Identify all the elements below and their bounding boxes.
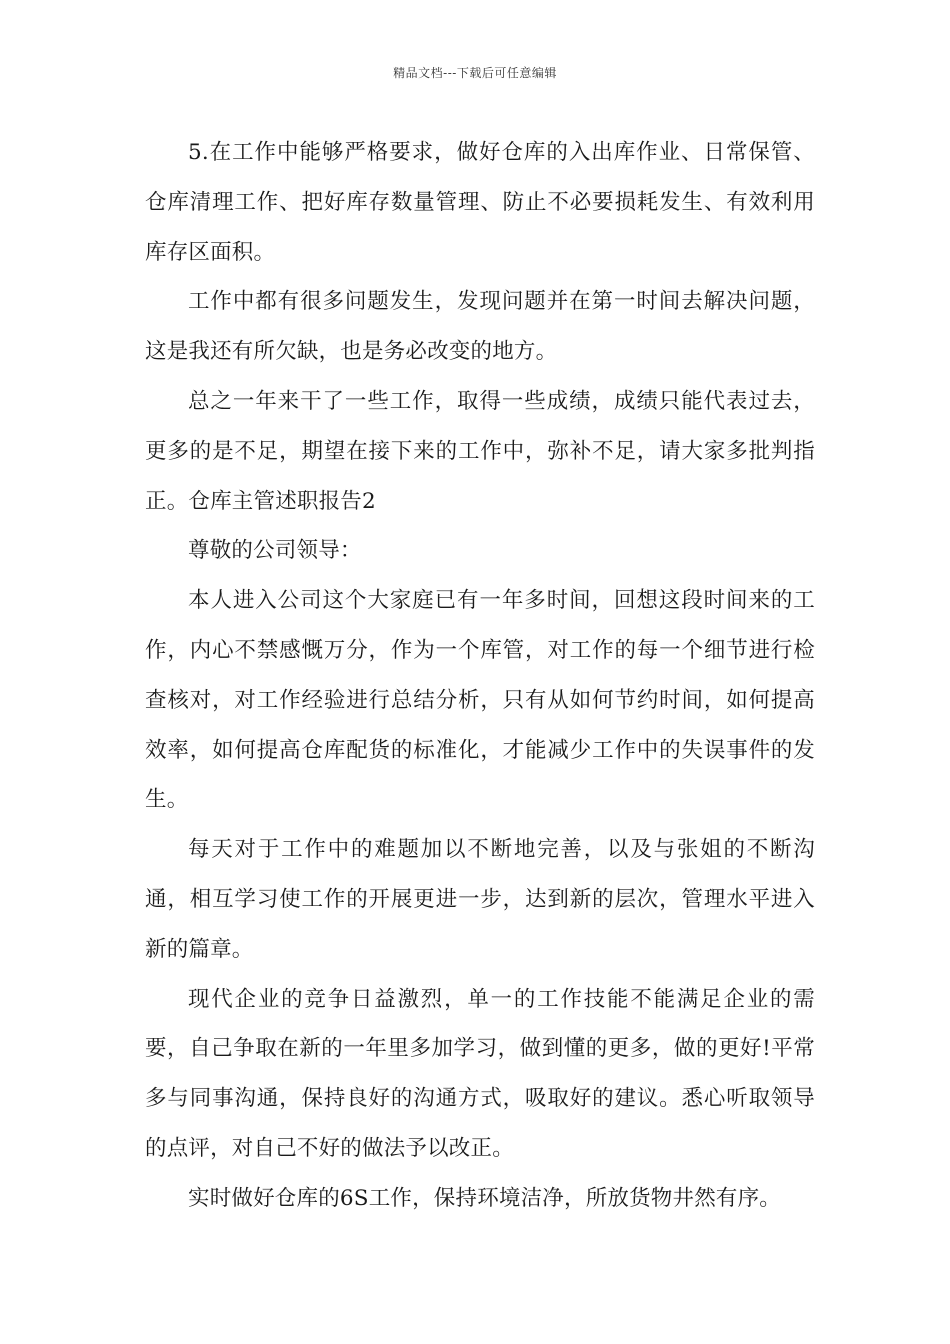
paragraph-inventory-duties: 5.在工作中能够严格要求，做好仓库的入出库作业、日常保管、仓库清理工作、把好库存数量管理、防止不必要损耗发生、有效利用库存区面积。 [145,140,815,265]
document-body [145,128,815,1224]
paragraph-problems: 工作中都有很多问题发生，发现问题并在第一时间去解决问题，这是我还有所欠缺，也是务必改变的地方。 [145,289,815,365]
page-header: 精品文档---下载后可任意编辑 [393,66,557,80]
paragraph-introduction: 本人进入公司这个大家庭已有一年多时间，回想这段时间来的工作，内心不禁感慨万分，作为一个库管，对工作的每一个细节进行检查核对，对工作经验进行总结分析，只有从如何节约时间，如何提高效率，如何提高仓库配货的标准化，才能减少工作中的失误事件的发生。 [145,588,815,813]
paragraph-summary: 总之一年来干了一些工作，取得一些成绩，成绩只能代表过去，更多的是不足，期望在接下来的工作中，弥补不足，请大家多批判指正。仓库主管述职报告2 [145,388,815,514]
paragraph-communication: 每天对于工作中的难题加以不断地完善，以及与张姐的不断沟通，相互学习使工作的开展更进一步，达到新的层次，管理水平进入新的篇章。 [145,837,815,962]
paragraph-6s-work: 实时做好仓库的6S工作，保持环境洁净，所放货物井然有序。 [188,1185,782,1211]
paragraph-competition: 现代企业的竞争日益激烈，单一的工作技能不能满足企业的需要，自己争取在新的一年里多加学习，做到懂的更多，做的更好!平常多与同事沟通，保持良好的沟通方式，吸取好的建议。悉心听取领导的点评，对自己不好的做法予以改正。 [145,986,815,1161]
paragraph-salutation: 尊敬的公司领导： [188,538,362,564]
